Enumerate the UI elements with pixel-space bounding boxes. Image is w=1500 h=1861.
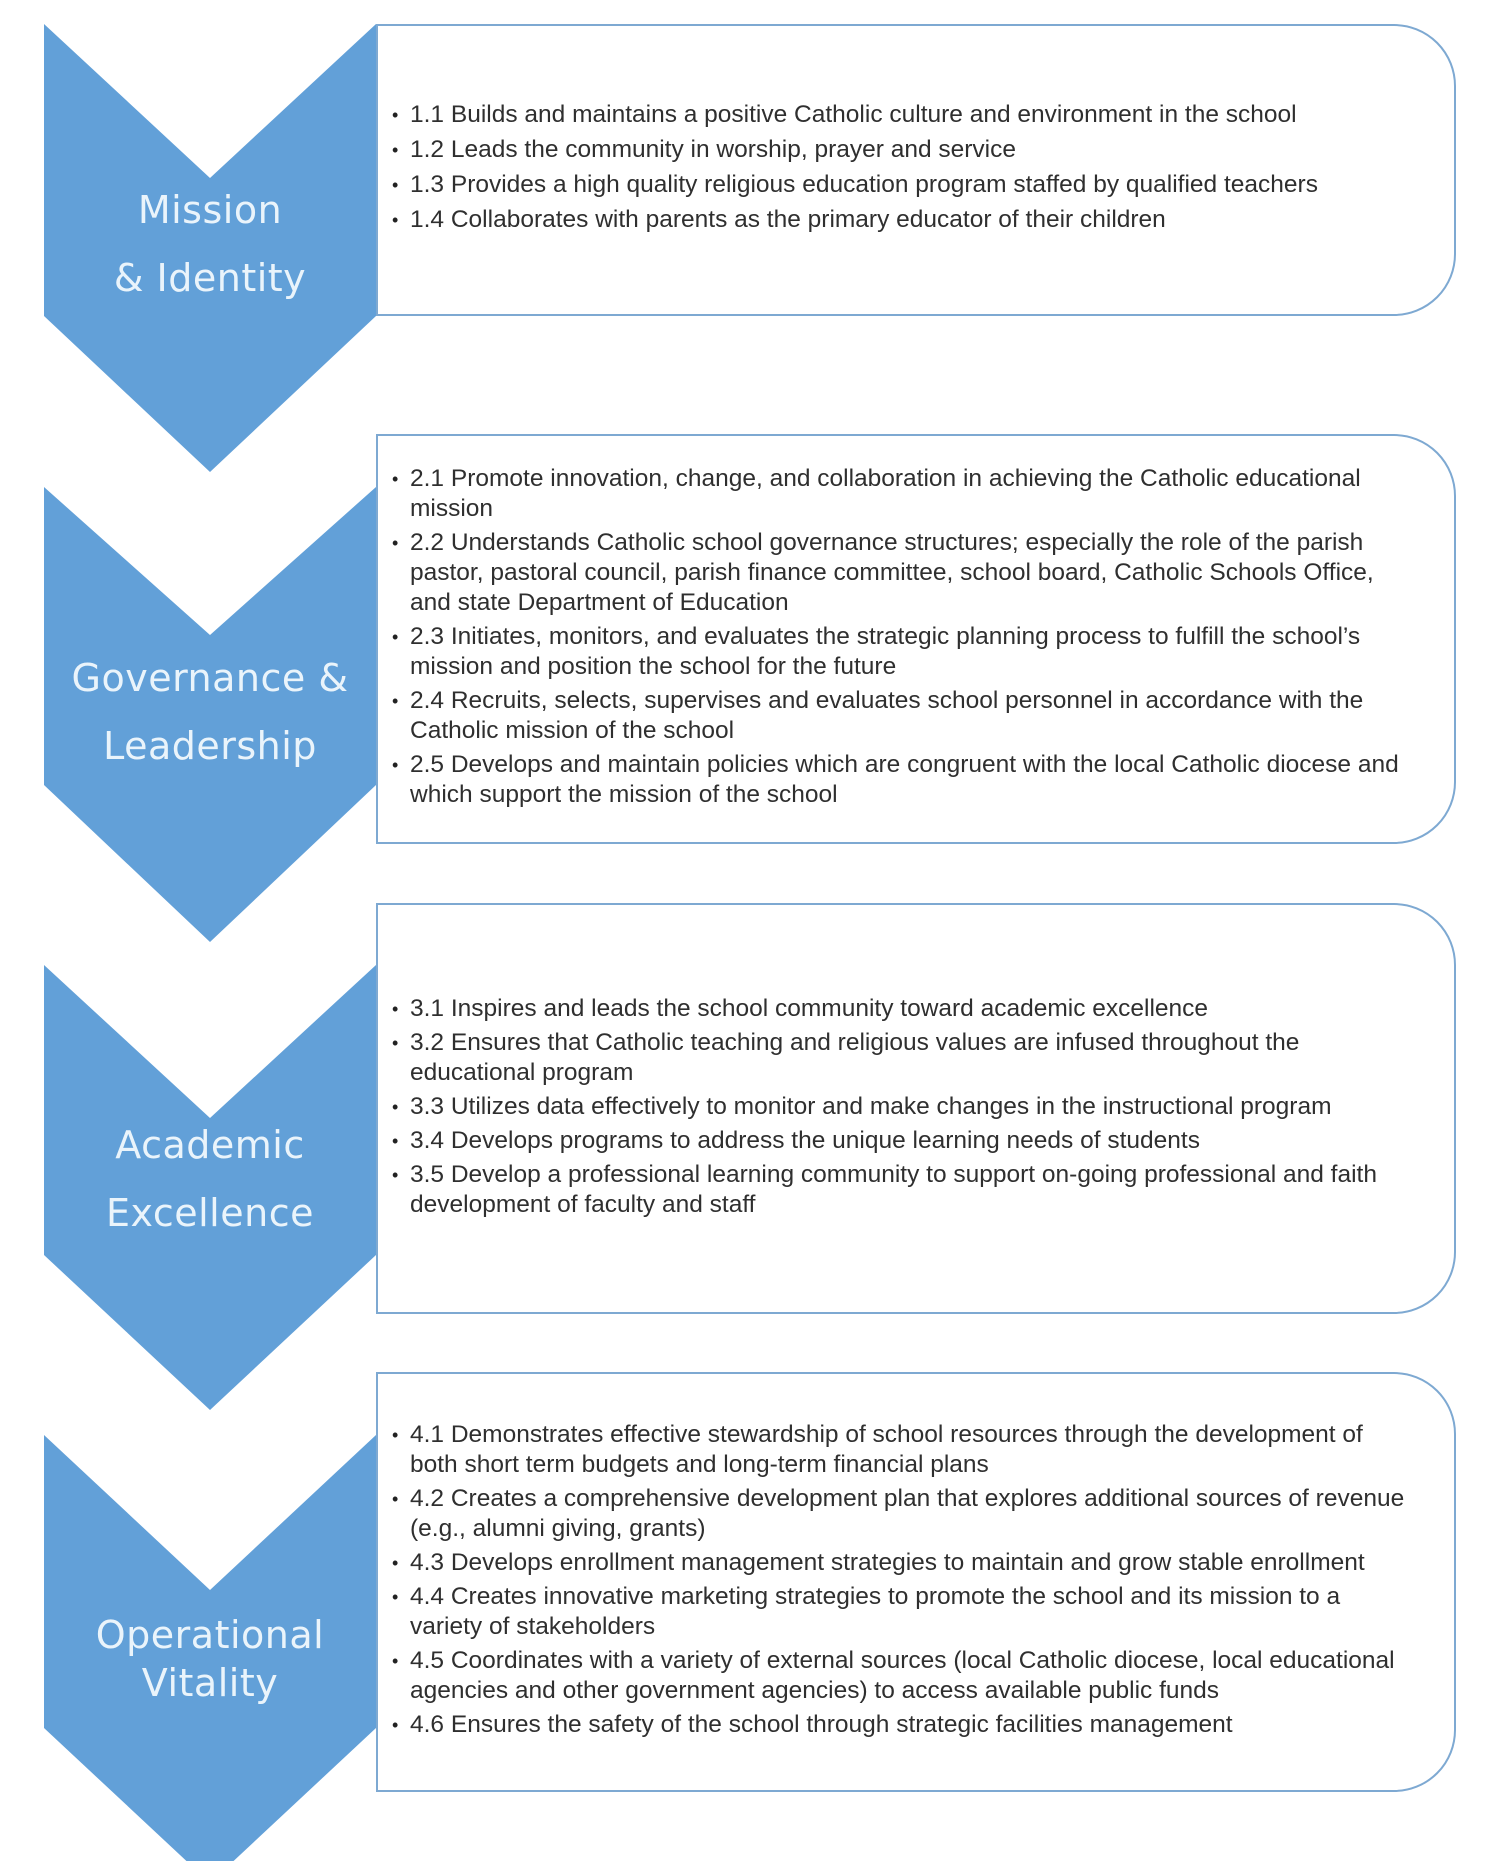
title-line: Leadership xyxy=(103,724,317,768)
bullet-icon: • xyxy=(392,140,399,160)
chevron-title-operational-vitality xyxy=(44,1611,376,1707)
list-item: • 1.2 Leads the community in worship, prayer and service xyxy=(392,136,1016,163)
bullet-icon: • xyxy=(392,998,399,1019)
list-item: • 1.3 Provides a high quality religious education program staffed by qualified teachers xyxy=(392,171,1318,198)
competency-list xyxy=(392,464,1414,814)
competency-list xyxy=(392,100,1414,240)
bullet-icon: • xyxy=(392,1489,399,1509)
competency-box-governance-leadership xyxy=(376,434,1456,844)
bullet-icon: • xyxy=(392,1651,399,1671)
bullet-icon: • xyxy=(392,533,399,553)
competency-box-academic-excellence xyxy=(376,903,1456,1314)
list-item: • 2.5 Develops and maintain policies which are congruent with the local Catholic diocese and which support the mission of the school xyxy=(392,751,1399,808)
list-item: • 2.1 Promote innovation, change, and collaboration in achieving the Catholic educational mission xyxy=(392,465,1361,522)
title-line: Vitality xyxy=(141,1661,279,1705)
list-item: • 2.3 Initiates, monitors, and evaluates the strategic planning process to fulfill the school’s mission and position the school for the future xyxy=(392,623,1361,680)
title-line: Excellence xyxy=(106,1191,314,1235)
title-line: & Identity xyxy=(113,256,307,300)
list-item: • 1.4 Collaborates with parents as the primary educator of their children xyxy=(392,206,1166,233)
list-item: • 3.5 Develop a professional learning community to support on-going professional and faith development of faculty and staff xyxy=(392,1160,1377,1218)
competency-box-operational-vitality xyxy=(376,1372,1456,1792)
bullet-icon: • xyxy=(392,210,399,230)
list-item: • 1.1 Builds and maintains a positive Catholic culture and environment in the school xyxy=(392,101,1297,128)
chevron-title-governance-leadership xyxy=(44,644,376,780)
list-item: • 3.4 Develops programs to address the unique learning needs of students xyxy=(392,1126,1200,1154)
chevron-title-mission-identity xyxy=(44,176,376,312)
title-line: Operational xyxy=(95,1613,325,1657)
competency-box-mission-identity xyxy=(376,24,1456,316)
chevron-title-academic-excellence xyxy=(44,1111,376,1247)
bullet-icon: • xyxy=(392,755,399,775)
bullet-icon: • xyxy=(392,1164,399,1185)
competency-list xyxy=(392,1420,1414,1744)
bullet-icon: • xyxy=(392,1587,399,1607)
list-item: • 2.4 Recruits, selects, supervises and evaluates school personnel in accordance with the Catholic mission of the school xyxy=(392,687,1364,744)
bullet-icon: • xyxy=(392,1553,399,1573)
list-item: • 3.1 Inspires and leads the school community toward academic excellence xyxy=(392,994,1209,1022)
title-line: Governance & xyxy=(71,656,349,700)
bullet-icon: • xyxy=(392,1715,399,1735)
bullet-icon: • xyxy=(392,1096,399,1117)
bullet-icon: • xyxy=(392,175,399,195)
list-item: • 2.2 Understands Catholic school governance structures; especially the role of the parish pastor, pastoral council, parish finance committee, school board, Catholic Schools Office, and state Department of Education xyxy=(392,529,1374,616)
bullet-icon: • xyxy=(392,1130,399,1151)
bullet-icon: • xyxy=(392,1032,399,1053)
list-item: • 4.3 Develops enrollment management strategies to maintain and grow stable enrollment xyxy=(392,1549,1365,1576)
bullet-icon: • xyxy=(392,691,399,711)
list-item: • 3.2 Ensures that Catholic teaching and religious values are infused throughout the educational program xyxy=(392,1028,1300,1086)
list-item: • 4.2 Creates a comprehensive development plan that explores additional sources of revenue (e.g., alumni giving, grants) xyxy=(392,1485,1405,1542)
bullet-icon: • xyxy=(392,627,399,647)
list-item: • 4.5 Coordinates with a variety of external sources (local Catholic diocese, local educational agencies and other government agencies) to access available public funds xyxy=(392,1647,1395,1704)
bullet-icon: • xyxy=(392,1425,399,1445)
list-item: • 4.4 Creates innovative marketing strategies to promote the school and its mission to a variety of stakeholders xyxy=(392,1583,1341,1640)
title-line: Mission xyxy=(137,188,283,232)
title-line: Academic xyxy=(115,1123,305,1167)
bullet-icon: • xyxy=(392,105,399,125)
competency-list xyxy=(392,994,1414,1224)
list-item: • 4.1 Demonstrates effective stewardship of school resources through the development of both short term budgets and long-term financial plans xyxy=(392,1421,1363,1478)
list-item: • 3.3 Utilizes data effectively to monitor and make changes in the instructional program xyxy=(392,1092,1332,1120)
bullet-icon: • xyxy=(392,469,399,489)
list-item: • 4.6 Ensures the safety of the school through strategic facilities management xyxy=(392,1711,1233,1738)
